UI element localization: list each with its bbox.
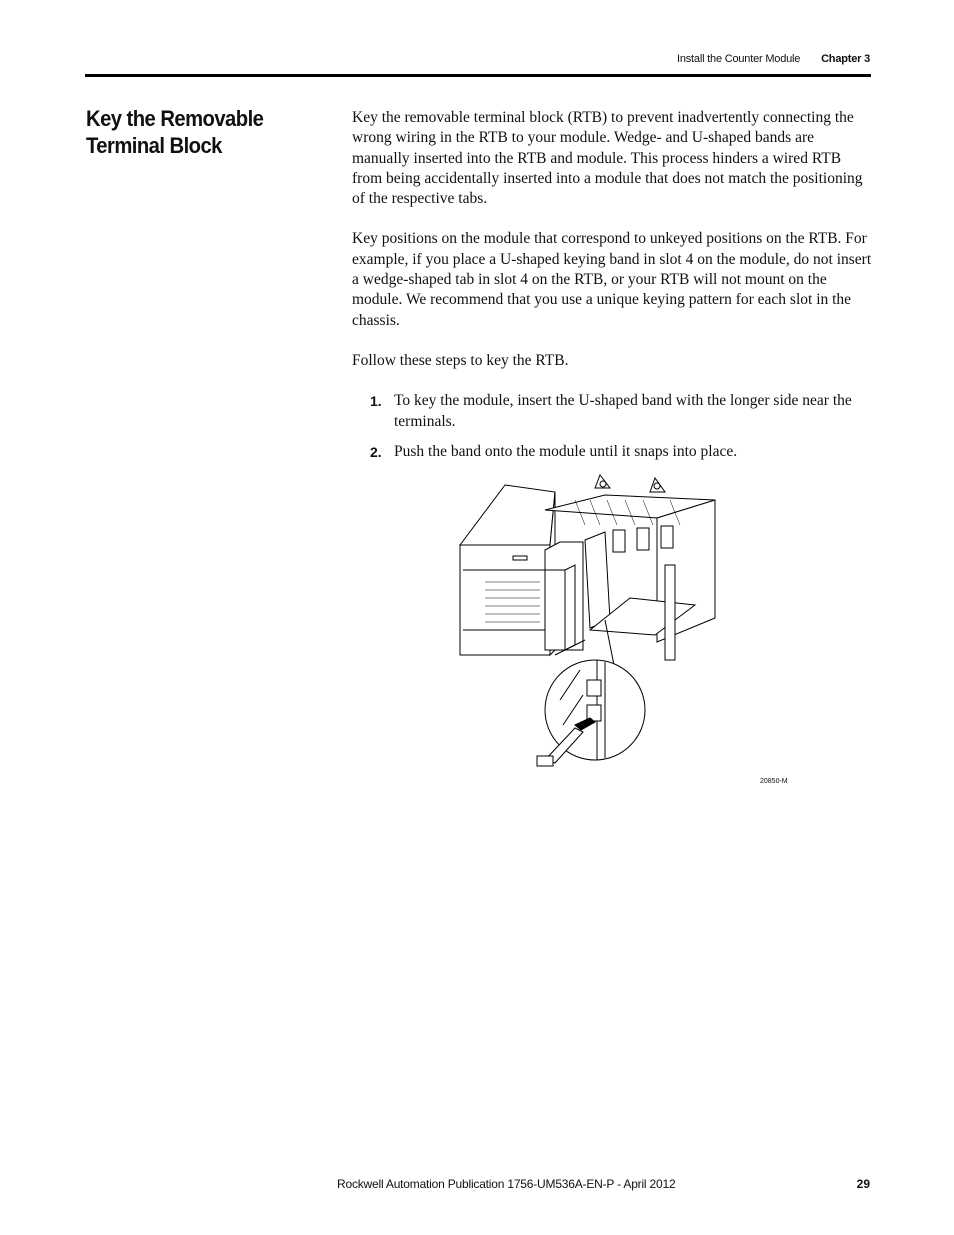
section-heading: Key the Removable Terminal Block xyxy=(86,106,264,158)
paragraph-key-positions: Key positions on the module that correspond to unkeyed positions on the RTB. For example, if you place a U-shaped keying band in slot 4 on the module, do not insert a wedge-shaped tab in slot 4 on the RTB, or your RTB will not mount on the module. We recommend that you use a unique keying pattern for each slot in the chassis. xyxy=(352,230,872,329)
header-chapter: Chapter 3 xyxy=(821,53,870,65)
footer-publication: Rockwell Automation Publication 1756-UM536A-EN-P - April 2012 xyxy=(337,1177,676,1191)
header-section-title: Install the Counter Module xyxy=(676,53,801,65)
chassis-module-keying-illustration-icon xyxy=(445,470,825,775)
step-item xyxy=(352,391,872,432)
figure-id: 20850-M xyxy=(760,778,788,785)
steps-list xyxy=(352,391,872,462)
paragraph-intro: Key the removable terminal block (RTB) to prevent inadvertently connecting the wrong wiring in the RTB to your module. Wedge- and U-shaped bands are manually inserted into the RTB and module. This process hinders a wired RTB from being accidentally inserted into a module that does not match the positioning of the respective tabs. xyxy=(352,109,863,208)
step-number: 2. xyxy=(370,443,382,460)
step-number: 1. xyxy=(370,393,382,410)
step-item xyxy=(352,442,872,462)
step-text: To key the module, insert the U-shaped band with the longer side near the terminals. xyxy=(394,392,852,430)
running-header xyxy=(677,53,870,65)
keying-figure xyxy=(445,470,825,775)
page-number: 29 xyxy=(856,1177,870,1191)
header-rule xyxy=(85,74,871,77)
body-text xyxy=(352,108,872,472)
paragraph-follow-steps: Follow these steps to key the RTB. xyxy=(352,351,569,369)
step-text: Push the band onto the module until it snaps into place. xyxy=(394,442,738,460)
